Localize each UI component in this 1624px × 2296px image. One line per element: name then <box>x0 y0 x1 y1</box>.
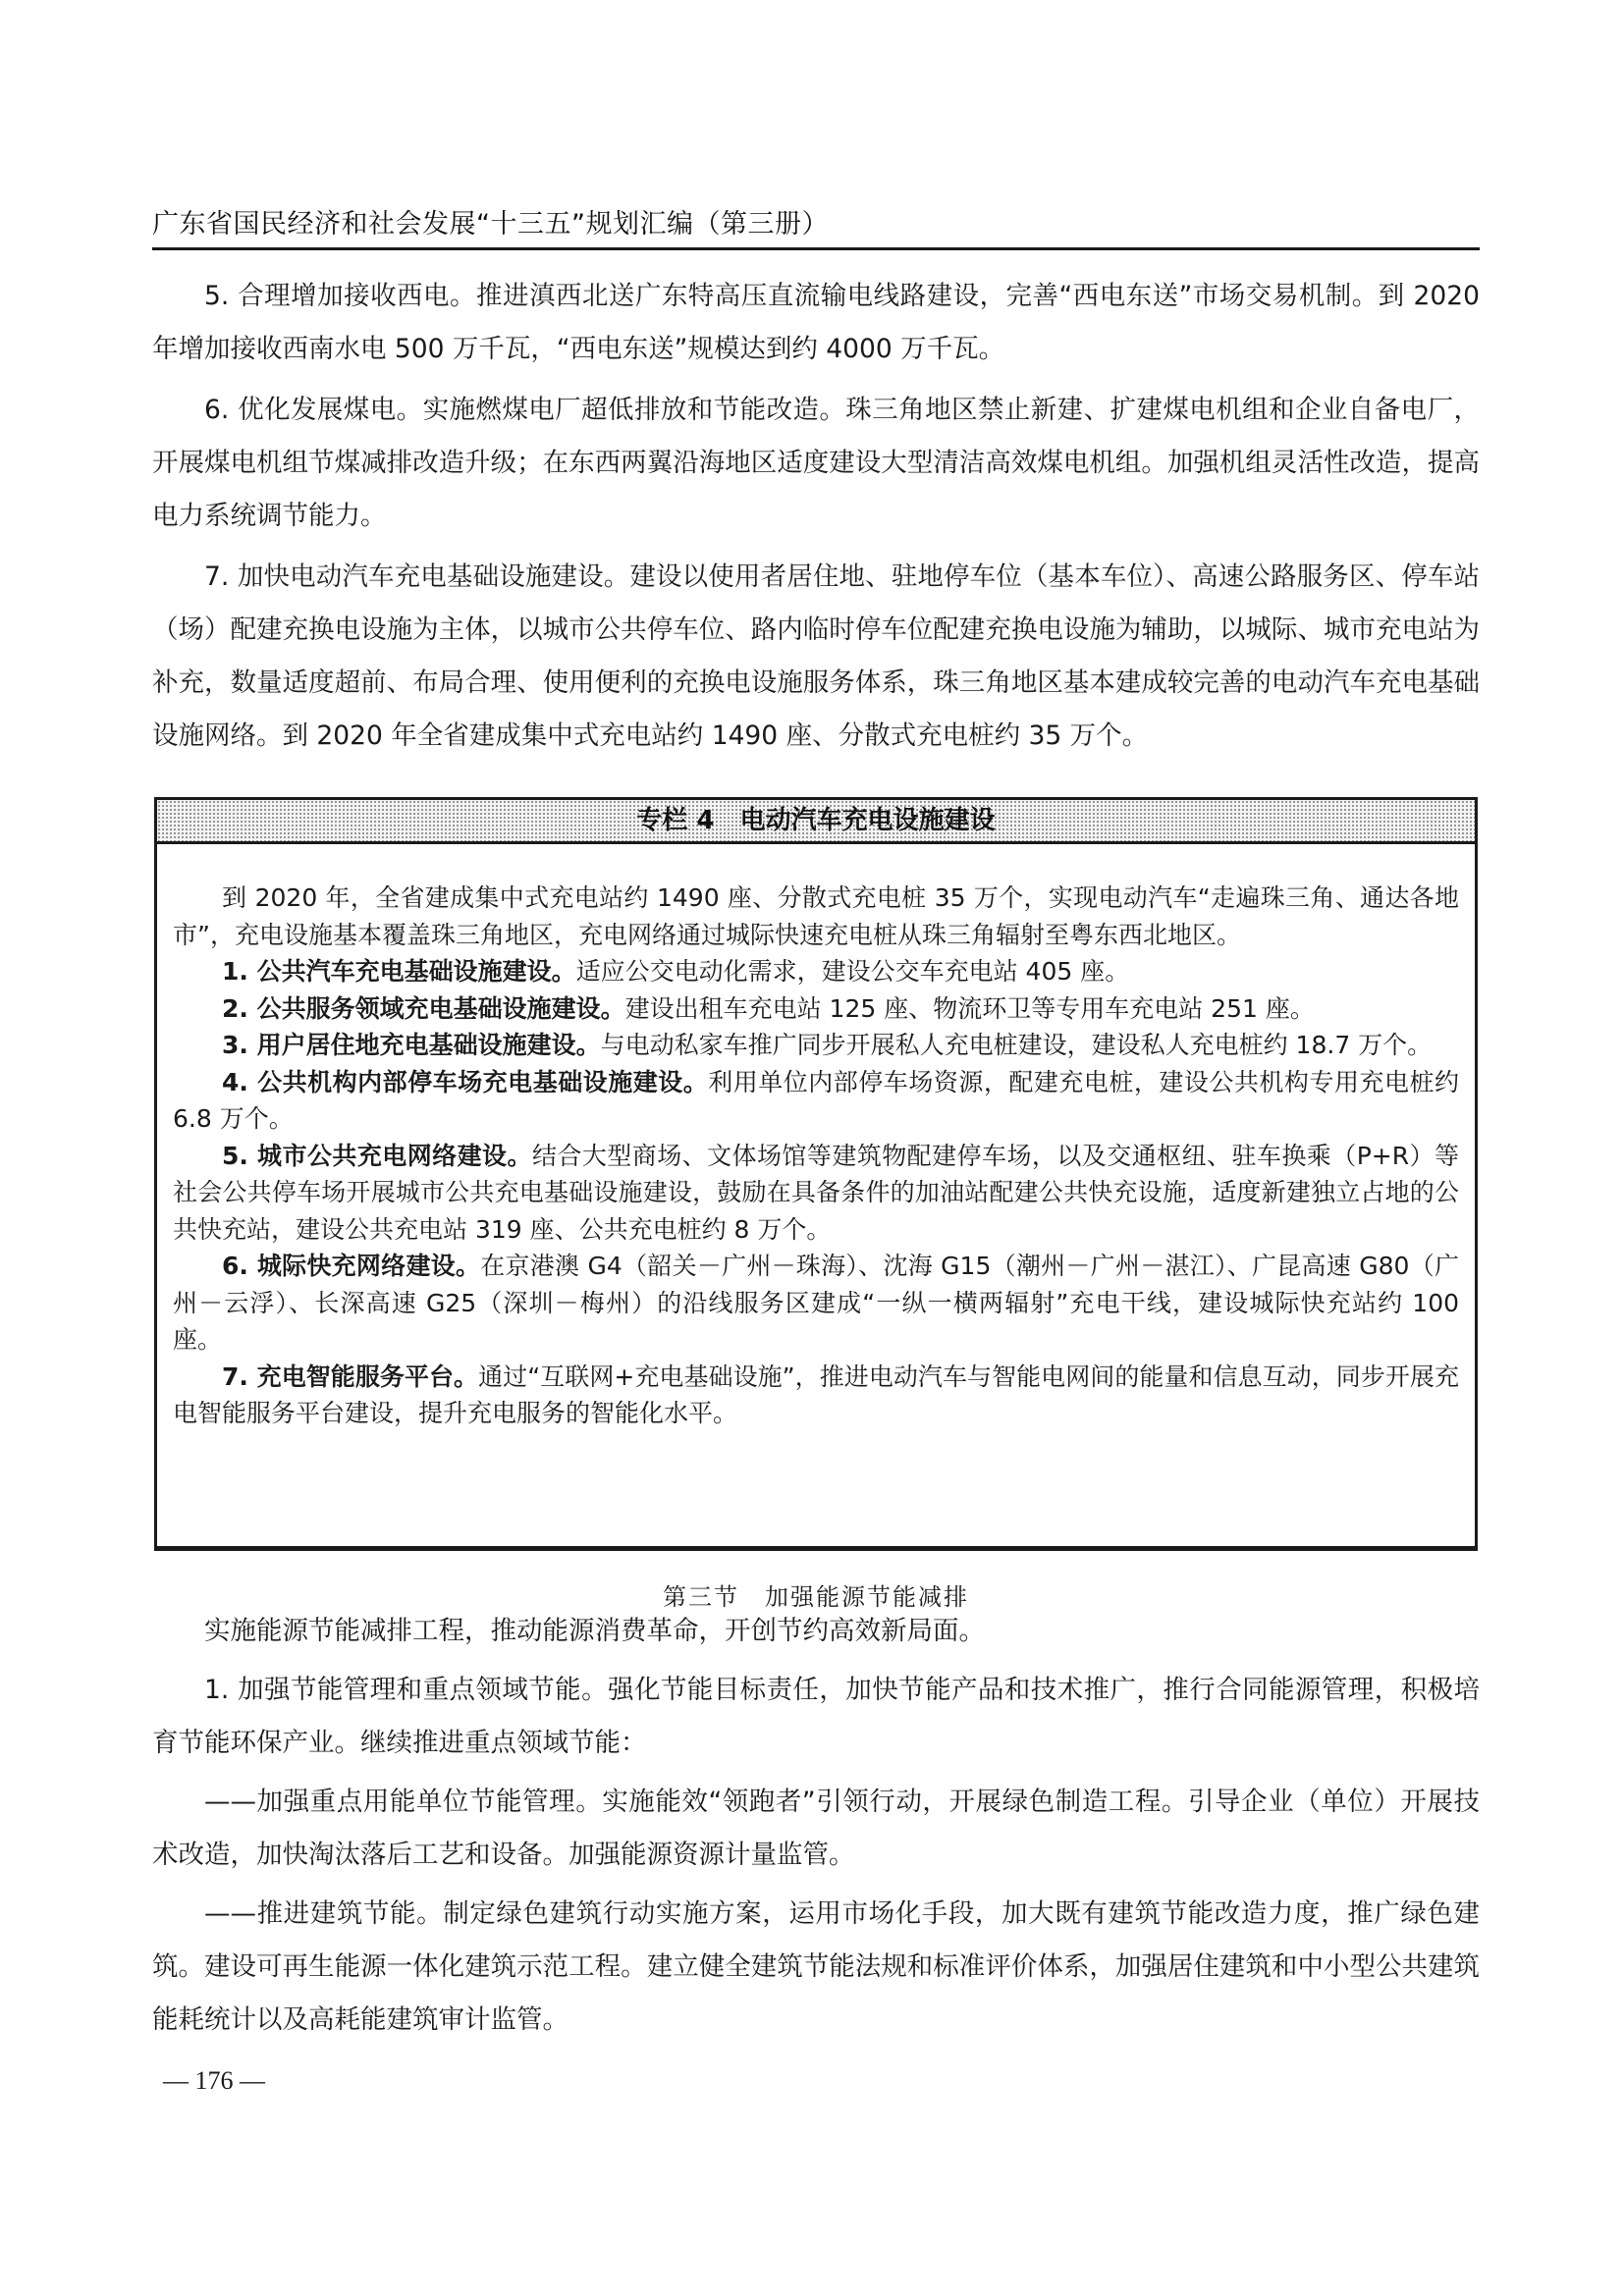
column-item-text: 在京港澳 G4（韶关－广州－珠海）、沈海 G15（潮州－广州－湛江）、广昆高速 G80（广州－云浮）、长深高速 G25（深圳－梅州）的沿线服务区建成“一纵一横两辐射”充电干线，建设城际快充站约 100 座。 <box>173 1252 1459 1354</box>
page-number: — 176 — <box>163 2066 265 2095</box>
column-item <box>173 953 1459 990</box>
header-rule <box>152 247 1480 250</box>
intro-section <box>152 270 1480 771</box>
column-item <box>173 1359 1459 1432</box>
column-item <box>173 1248 1459 1359</box>
column-box-body <box>157 844 1475 1432</box>
paragraph-receive-west-power: 5. 合理增加接收西电。推进滇西北送广东特高压直流输电线路建设，完善“西电东送”市场交易机制。到 2020 年增加接收西南水电 500 万千瓦，“西电东送”规模达到约 4000 万千瓦。 <box>152 281 1480 364</box>
column-item-heading: 6. 城际快充网络建设。 <box>222 1252 481 1280</box>
column-item-text: 适应公交电动化需求，建设公交车充电站 405 座。 <box>575 957 1130 986</box>
column-item-text: 建设出租车充电站 125 座、物流环卫等专用车充电站 251 座。 <box>624 993 1315 1023</box>
column-box-lead: 到 2020 年，全省建成集中式充电站约 1490 座、分散式充电桩 35 万个，实现电动汽车“走遍珠三角、通达各地市”，充电设施基本覆盖珠三角地区，充电网络通过城际快速充电桩从珠三角辐射至粤东西北地区。 <box>173 883 1459 949</box>
column-item-text: 通过“互联网+充电基础设施”，推进电动汽车与智能电网间的能量和信息互动，同步开展充电智能服务平台建设，提升充电服务的智能化水平。 <box>173 1362 1459 1427</box>
column-item-heading: 1. 公共汽车充电基础设施建设。 <box>222 957 576 986</box>
section-paragraph: ——推进建筑节能。制定绿色建筑行动实施方案，运用市场化手段，加大既有建筑节能改造力度，推广绿色建筑。建设可再生能源一体化建筑示范工程。建立健全建筑节能法规和标准评价体系，加强居住建筑和中小型公共建筑能耗统计以及高耗能建筑审计监管。 <box>152 1898 1480 2035</box>
section-paragraph: ——加强重点用能单位节能管理。实施能效“领跑者”引领行动，开展绿色制造工程。引导企业（单位）开展技术改造，加快淘汰落后工艺和设备。加强能源资源计量监管。 <box>152 1787 1480 1870</box>
paragraph-ev-charging-infrastructure: 7. 加快电动汽车充电基础设施建设。建设以使用者居住地、驻地停车位（基本车位）、高速公路服务区、停车站（场）配建充换电设施为主体，以城市公共停车位、路内临时停车位配建充换电设施为辅助，以城际、城市充电站为补充，数量适度超前、布局合理、使用便利的充换电设施服务体系，珠三角地区基本建成较完善的电动汽车充电基础设施网络。到 2020 年全省建成集中式充电站约 1490 座、分散式充电桩约 35 万个。 <box>152 561 1480 751</box>
column-box-ev-charging <box>154 797 1478 1551</box>
column-item <box>173 1027 1459 1064</box>
column-item-heading: 3. 用户居住地充电基础设施建设。 <box>222 1031 601 1059</box>
column-item-heading: 5. 城市公共充电网络建设。 <box>222 1141 532 1170</box>
column-box-header <box>157 800 1475 844</box>
column-item <box>173 1138 1459 1249</box>
paragraph-optimize-coal-power: 6. 优化发展煤电。实施燃煤电厂超低排放和节能改造。珠三角地区禁止新建、扩建煤电机组和企业自备电厂，开展煤电机组节煤减排改造升级；在东西两翼沿海地区适度建设大型清洁高效煤电机组。加强机组灵活性改造，提高电力系统调节能力。 <box>152 395 1480 531</box>
column-item-text: 与电动私家车推广同步开展私人充电桩建设，建设私人充电桩约 18.7 万个。 <box>600 1031 1433 1059</box>
running-header-title: 广东省国民经济和社会发展“十三五”规划汇编（第三册） <box>152 209 829 240</box>
section-paragraph: 1. 加强节能管理和重点领域节能。强化节能目标责任，加快节能产品和技术推广，推行合同能源管理，积极培育节能环保产业。继续推进重点领域节能： <box>152 1675 1480 1758</box>
column-item-heading: 2. 公共服务领域充电基础设施建设。 <box>222 993 625 1023</box>
column-item <box>173 1064 1459 1138</box>
column-box-title: 专栏 4 电动汽车充电设施建设 <box>636 806 996 835</box>
column-item-heading: 4. 公共机构内部停车场充电基础设施建设。 <box>222 1067 709 1096</box>
section-heading: 第三节 加强能源节能减排 <box>663 1583 969 1611</box>
section-paragraph: 实施能源节能减排工程，推动能源消费革命，开创节约高效新局面。 <box>204 1616 985 1646</box>
column-item-text: 结合大型商场、文体场馆等建筑物配建停车场，以及交通枢纽、驻车换乘（P+R）等社会公共停车场开展城市公共充电基础设施建设，鼓励在具备条件的加油站配建公共快充设施，适度新建独立占地的公共快充站，建设公共充电站 319 座、公共充电桩约 8 万个。 <box>173 1141 1459 1244</box>
energy-saving-section <box>152 1605 1480 2053</box>
column-item-text: 利用单位内部停车场资源，配建充电桩，建设公共机构专用充电桩约 6.8 万个。 <box>173 1067 1459 1133</box>
column-item <box>173 990 1459 1028</box>
column-item-heading: 7. 充电智能服务平台。 <box>222 1362 479 1391</box>
